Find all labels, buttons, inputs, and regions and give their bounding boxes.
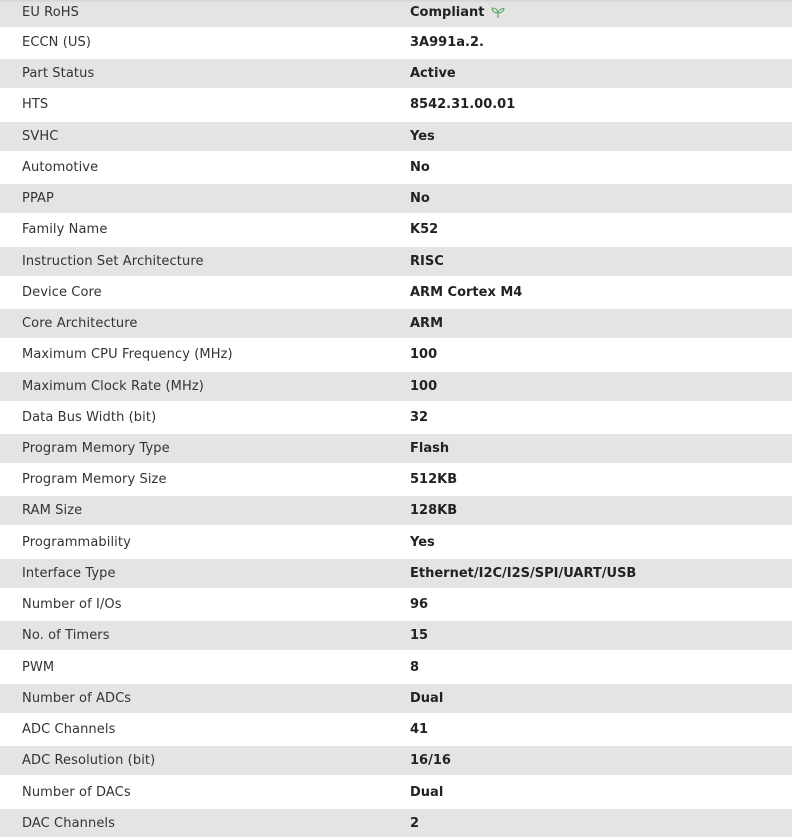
spec-label: Number of DACs	[22, 785, 131, 800]
spec-value: 96	[410, 597, 429, 612]
spec-row	[0, 621, 792, 650]
spec-value: Yes	[410, 129, 435, 144]
spec-row	[0, 215, 792, 244]
spec-row-eu-rohs	[0, 0, 792, 27]
spec-label: Number of ADCs	[22, 691, 132, 706]
spec-value: 512KB	[410, 472, 458, 487]
spec-row	[0, 309, 792, 338]
spec-value: No	[410, 191, 430, 206]
spec-row	[0, 465, 792, 494]
spec-row	[0, 184, 792, 213]
spec-value: Ethernet/I2C/I2S/SPI/UART/USB	[410, 566, 637, 581]
spec-value: 15	[410, 628, 429, 643]
spec-value: 100	[410, 379, 438, 394]
spec-value: 128KB	[410, 503, 458, 518]
spec-label: DAC Channels	[22, 816, 115, 831]
spec-label: Program Memory Size	[22, 472, 167, 487]
spec-value: Dual	[410, 785, 444, 800]
spec-label: Interface Type	[22, 566, 116, 581]
spec-row	[0, 122, 792, 151]
spec-row	[0, 247, 792, 276]
spec-value	[410, 5, 505, 20]
spec-label: Programmability	[22, 535, 131, 550]
spec-value-text: Compliant	[410, 5, 485, 20]
spec-value: 16/16	[410, 753, 451, 768]
spec-label: Instruction Set Architecture	[22, 254, 204, 269]
spec-row	[0, 153, 792, 182]
spec-row	[0, 684, 792, 713]
spec-row	[0, 372, 792, 401]
spec-row	[0, 559, 792, 588]
spec-label: No. of Timers	[22, 628, 110, 643]
spec-value: ARM	[410, 316, 444, 331]
spec-row	[0, 778, 792, 807]
spec-label: Automotive	[22, 160, 99, 175]
spec-value: Yes	[410, 535, 435, 550]
spec-value: 32	[410, 410, 429, 425]
spec-value: 2	[410, 816, 420, 831]
spec-value: 100	[410, 347, 438, 362]
spec-label: PWM	[22, 660, 55, 675]
spec-value: 8	[410, 660, 420, 675]
spec-label: ADC Channels	[22, 722, 116, 737]
spec-value: Active	[410, 66, 456, 81]
spec-row	[0, 809, 792, 837]
spec-label: Maximum Clock Rate (MHz)	[22, 379, 204, 394]
spec-label: Maximum CPU Frequency (MHz)	[22, 347, 233, 362]
spec-value: Dual	[410, 691, 444, 706]
spec-row	[0, 653, 792, 682]
spec-value: 3A991a.2.	[410, 35, 484, 50]
spec-label: Program Memory Type	[22, 441, 170, 456]
spec-row	[0, 278, 792, 307]
spec-label: PPAP	[22, 191, 54, 206]
spec-label: Number of I/Os	[22, 597, 122, 612]
spec-label: RAM Size	[22, 503, 83, 518]
spec-value: 8542.31.00.01	[410, 97, 516, 112]
spec-value: ARM Cortex M4	[410, 285, 523, 300]
spec-row	[0, 403, 792, 432]
spec-label: Device Core	[22, 285, 102, 300]
spec-row	[0, 590, 792, 619]
spec-row	[0, 496, 792, 525]
spec-row	[0, 715, 792, 744]
spec-label: HTS	[22, 97, 49, 112]
spec-label: Part Status	[22, 66, 95, 81]
spec-row	[0, 340, 792, 369]
spec-value: Flash	[410, 441, 450, 456]
spec-label: SVHC	[22, 129, 59, 144]
spec-value: RISC	[410, 254, 444, 269]
spec-label: ADC Resolution (bit)	[22, 753, 156, 768]
spec-row	[0, 28, 792, 57]
spec-value: 41	[410, 722, 429, 737]
spec-row	[0, 59, 792, 88]
spec-row	[0, 90, 792, 119]
spec-row	[0, 746, 792, 775]
leaf-icon	[491, 7, 505, 19]
spec-label: Core Architecture	[22, 316, 138, 331]
spec-value: K52	[410, 222, 439, 237]
spec-label: Family Name	[22, 222, 108, 237]
spec-label: EU RoHS	[22, 5, 79, 20]
spec-row	[0, 528, 792, 557]
spec-row	[0, 434, 792, 463]
spec-value: No	[410, 160, 430, 175]
spec-label: ECCN (US)	[22, 35, 92, 50]
spec-label: Data Bus Width (bit)	[22, 410, 157, 425]
